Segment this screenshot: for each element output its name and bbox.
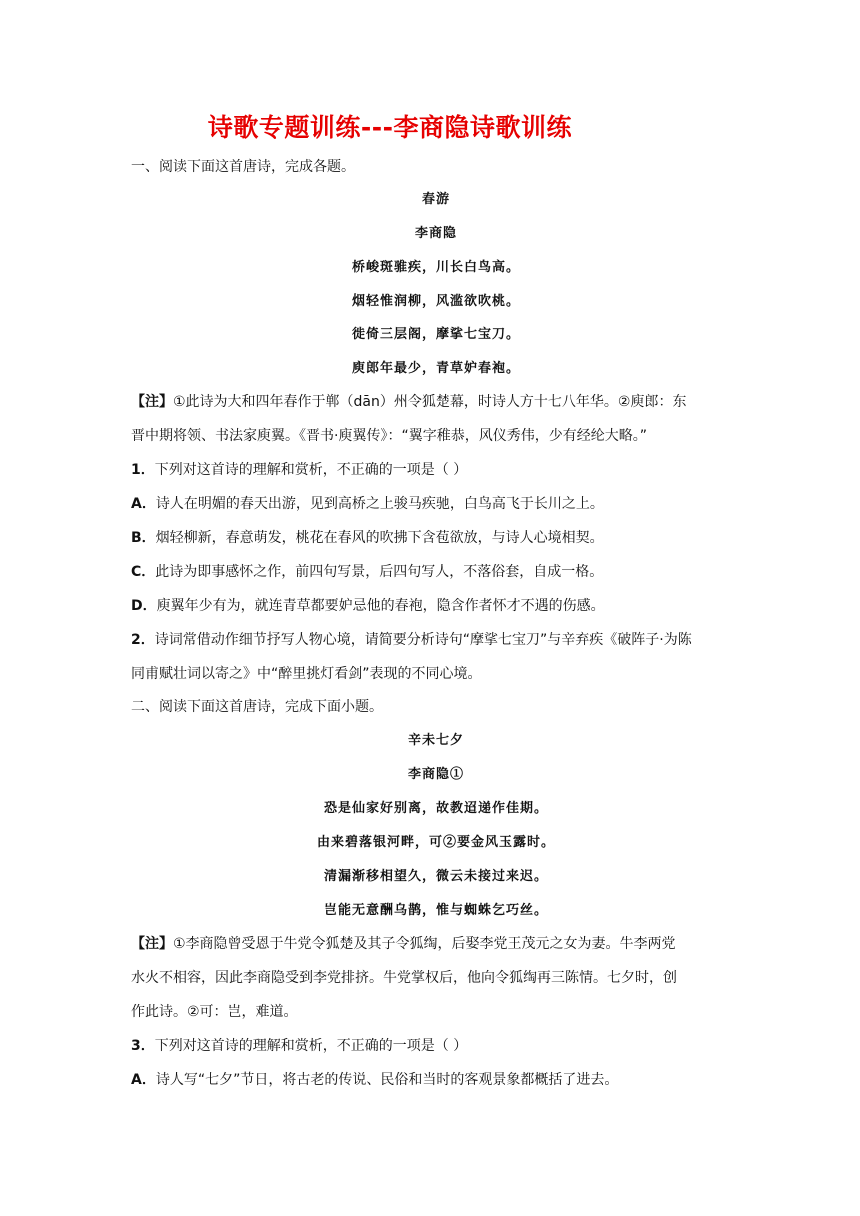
option-a bbox=[131, 494, 741, 514]
document-title: 诗歌专题训练---李商隐诗歌训练 bbox=[207, 113, 573, 142]
option-text: 诗人在明媚的春天出游，见到高桥之上骏马疾驰，白鸟高飞于长川之上。 bbox=[155, 496, 604, 512]
question-number: 3． bbox=[131, 1038, 155, 1054]
section1-heading: 一、阅读下面这首唐诗，完成各题。 bbox=[131, 159, 355, 175]
poem2-line: 岂能无意酬乌鹊，惟与蜘蛛乞巧丝。 bbox=[323, 903, 548, 918]
poem1-note-line: 晋中期将领、书法家庾翼。《晋书·庾翼传》：“翼字稚恭，风仪秀伟，少有经纶大略。” bbox=[131, 428, 647, 444]
poem2-author: 李商隐① bbox=[407, 767, 464, 782]
option-b bbox=[131, 528, 741, 548]
poem1-note-label: 【注】 bbox=[131, 394, 173, 410]
question-2-continued: 同甫赋壮词以寄之》中“醉里挑灯看剑”表现的不同心境。 bbox=[131, 666, 482, 682]
poem1-line: 烟轻惟润柳，风滥欲吹桃。 bbox=[351, 294, 520, 309]
option-letter: C． bbox=[131, 564, 156, 580]
poem2-note-line bbox=[131, 934, 741, 954]
option-letter: B． bbox=[131, 530, 156, 546]
poem1-author: 李商隐 bbox=[414, 226, 457, 241]
option-a bbox=[131, 1070, 741, 1090]
poem2-note-line: 作此诗。②可：岂，难道。 bbox=[131, 1004, 298, 1020]
poem1-line: 徙倚三层阁，摩挲七宝刀。 bbox=[351, 327, 520, 342]
option-text: 此诗为即事感怀之作，前四句写景，后四句写人，不落俗套，自成一格。 bbox=[155, 564, 604, 580]
question-3 bbox=[131, 1036, 741, 1056]
poem1-line: 庾郎年最少，青草妒春袍。 bbox=[351, 361, 520, 376]
question-number: 2． bbox=[131, 632, 155, 648]
option-c bbox=[131, 562, 741, 582]
option-text: 烟轻柳新，春意萌发，桃花在春风的吹拂下含苞欲放，与诗人心境相契。 bbox=[155, 530, 604, 546]
option-letter: A． bbox=[131, 496, 156, 512]
poem2-note-text: ①李商隐曾受恩于牛党令狐楚及其子令狐绹，后娶李党王茂元之女为妻。牛李两党 bbox=[173, 936, 676, 952]
option-text: 诗人写“七夕”节日，将古老的传说、民俗和当时的客观景象都概括了进去。 bbox=[155, 1072, 619, 1088]
question-1 bbox=[131, 460, 741, 480]
option-d bbox=[131, 596, 741, 616]
poem2-line: 恐是仙家好别离，故教迢递作佳期。 bbox=[323, 801, 548, 816]
question-2 bbox=[131, 630, 741, 650]
poem2-title: 辛未七夕 bbox=[407, 733, 464, 748]
poem1-line: 桥峻斑骓疾，川长白鸟高。 bbox=[351, 260, 520, 275]
poem1-note-line bbox=[131, 392, 741, 412]
poem1-title: 春游 bbox=[421, 192, 450, 207]
question-number: 1． bbox=[131, 462, 155, 478]
question-text: 诗词常借动作细节抒写人物心境，请简要分析诗句“摩挲七宝刀”与辛弃疾《破阵子·为陈 bbox=[154, 632, 692, 648]
option-letter: D． bbox=[131, 598, 157, 614]
poem2-line: 清漏渐移相望久，微云未接过来迟。 bbox=[323, 869, 548, 884]
option-text: 庾翼年少有为，就连青草都要妒忌他的春袍，隐含作者怀才不遇的伤感。 bbox=[156, 598, 605, 614]
poem2-note-line: 水火不相容，因此李商隐受到李党排挤。牛党掌权后，他向令狐绹再三陈情。七夕时，创 bbox=[131, 970, 677, 986]
question-stem: 下列对这首诗的理解和赏析，不正确的一项是（ ） bbox=[154, 1038, 468, 1054]
poem2-note-label: 【注】 bbox=[131, 936, 173, 952]
section2-heading: 二、阅读下面这首唐诗，完成下面小题。 bbox=[131, 699, 383, 715]
poem2-line: 由来碧落银河畔，可②要金风玉露时。 bbox=[316, 835, 555, 850]
poem1-note-text: ①此诗为大和四年春作于郸（dān）州令狐楚幕，时诗人方十七八年华。②庾郎：东 bbox=[173, 394, 687, 410]
option-letter: A． bbox=[131, 1072, 156, 1088]
question-stem: 下列对这首诗的理解和赏析，不正确的一项是（ ） bbox=[154, 462, 468, 478]
